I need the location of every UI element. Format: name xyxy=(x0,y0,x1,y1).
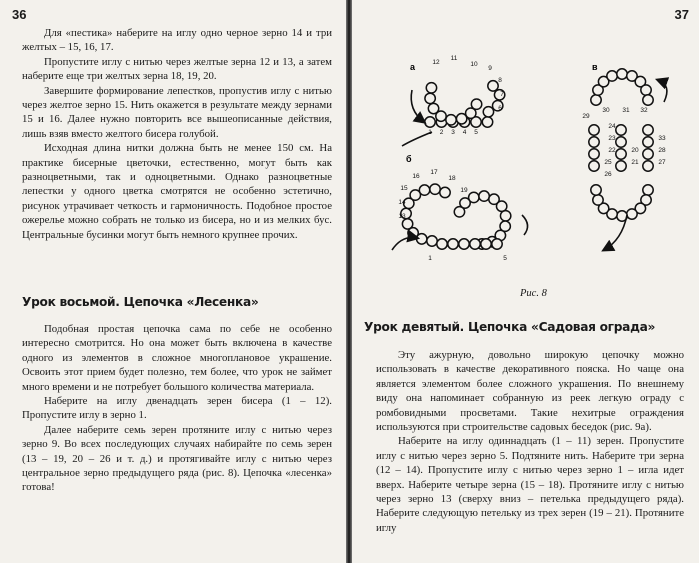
bead xyxy=(426,83,436,93)
bead xyxy=(589,125,599,135)
panel-label-b: б xyxy=(406,154,412,164)
bead xyxy=(492,239,502,249)
bead xyxy=(591,95,601,105)
beading-diagram xyxy=(372,40,692,300)
paragraph: Наберите на иглу двенадцать зерен бисера (1 – 12). Пропустите иглу в зерно 1. xyxy=(22,395,332,422)
paragraph: Для «пестика» наберите на иглу одно черное зерно 14 и три желтых – 15, 16, 17. xyxy=(22,27,332,54)
paragraph: Пропустите иглу с нитью через желтые зерна 12 и 13, а затем наберите еще три желтых зерна 18, 19, 20. xyxy=(22,55,332,83)
bead xyxy=(643,161,653,171)
bead xyxy=(440,187,450,197)
bead xyxy=(616,161,626,171)
bead xyxy=(425,117,435,127)
thread-arrow-v-top xyxy=(658,80,667,102)
bead-number-label: 30 xyxy=(602,107,610,114)
lesson-heading: Урок девятый. Цепочка «Садовая ограда» xyxy=(364,320,656,334)
bead xyxy=(616,125,626,135)
bead-number-label: 7 xyxy=(500,91,504,98)
bead-number-label: 6 xyxy=(498,105,502,112)
body-text-top xyxy=(22,26,332,242)
left-page xyxy=(0,0,346,563)
figure-caption: Рис. 8 xyxy=(520,288,547,299)
bead xyxy=(479,191,489,201)
bead-number-label: 22 xyxy=(608,147,616,154)
bead xyxy=(643,137,653,147)
bead xyxy=(589,137,599,147)
bead xyxy=(607,71,617,81)
bead xyxy=(500,211,510,221)
bead-number-label: 11 xyxy=(450,55,458,62)
bead-number-label: 26 xyxy=(604,171,612,178)
bead xyxy=(428,103,438,113)
bead-number-label: 24 xyxy=(608,123,616,130)
bead-number-label: 1 xyxy=(428,255,432,262)
label-layer xyxy=(398,55,666,262)
bead xyxy=(496,201,506,211)
bead xyxy=(469,192,479,202)
bead-number-label: 23 xyxy=(608,135,616,142)
bead-number-label: 2 xyxy=(439,129,444,136)
bead xyxy=(402,219,412,229)
bead xyxy=(643,149,653,159)
bead xyxy=(459,239,469,249)
paragraph: Далее наберите семь зерен протяните иглу с нитью через зерно 9. Во всех последующих случаях набирайте по семь зерен (13 – 19, 20 – 26 и т. д.) и протягивайте иглу с нитью через центральное зерно предыдущего ряда (рис. 8). Цепочка «лесенка» готова! xyxy=(22,423,332,494)
bead xyxy=(641,85,651,95)
bead xyxy=(593,195,603,205)
bead xyxy=(617,69,627,79)
thread-arrow-a xyxy=(411,90,424,122)
bead xyxy=(419,185,429,195)
body-text-bottom xyxy=(22,322,332,495)
bead xyxy=(643,185,653,195)
bead xyxy=(446,115,456,125)
bead-number-label: 9 xyxy=(488,65,492,72)
bead xyxy=(427,236,437,246)
bead xyxy=(589,149,599,159)
bead-number-label: 17 xyxy=(430,169,438,176)
bead-number-label: 3 xyxy=(451,129,455,136)
bead xyxy=(627,209,637,219)
bead-number-label: 31 xyxy=(622,107,630,114)
bead xyxy=(482,117,492,127)
bead-number-label: 20 xyxy=(631,147,639,154)
bead xyxy=(589,161,599,171)
page-number: 37 xyxy=(674,7,689,22)
bead-number-label: 21 xyxy=(631,159,639,166)
bead-number-label: 1 xyxy=(428,129,432,136)
bead-number-label: 29 xyxy=(582,113,590,120)
bead-number-label: 14 xyxy=(398,199,406,206)
bead-number-label: 15 xyxy=(400,185,408,192)
bead-number-label: 28 xyxy=(658,147,666,154)
bead-number-label: 19 xyxy=(460,187,468,194)
panel-label-a: а xyxy=(410,62,416,72)
lesson-heading: Урок восьмой. Цепочка «Лесенка» xyxy=(22,295,259,309)
bead-number-label: 4 xyxy=(462,129,467,136)
bead xyxy=(591,185,601,195)
bead-number-label: 5 xyxy=(474,129,478,136)
bead xyxy=(616,149,626,159)
bead-number-label: 13 xyxy=(398,213,406,220)
paragraph: Наберите на иглу одиннадцать (1 – 11) зерен. Пропустите иглу с нитью через зерно 5. Подтяните нить. Наберите три зерна (12 – 14). Пропустите иглу с нитью через зерно 1 – игла идет вверх. Наберите четыре зерна (15 – 18). Протяните иглу с нитью через зерно 13 (сверху вниз – петелька предыдущего ряда). Наберите следующую петельку из трех зерен (19 – 21). Протяните иглу xyxy=(376,435,684,534)
bead-number-label: 32 xyxy=(640,107,648,114)
bead-number-label: 27 xyxy=(658,159,666,166)
paragraph: Эту ажурную, довольно широкую цепочку можно использовать в качестве декоративного пояска. Но чаще она является элементом более сложного украшения. По внешнему виду она напоминает собранную из реек легкую ограду с ромбовидными просветами. Такие нехитрые ограждения используются при строительстве садовых беседок (рис. 9а). xyxy=(376,349,684,434)
bead xyxy=(470,239,480,249)
bead-number-label: 25 xyxy=(604,159,612,166)
bead-number-label: 5 xyxy=(503,255,507,262)
bead-number-label: 18 xyxy=(448,175,456,182)
bead xyxy=(488,81,498,91)
bead xyxy=(481,239,491,249)
bead-number-label: 16 xyxy=(412,173,420,180)
panel-label-v: в xyxy=(592,62,598,72)
bead-number-label: 12 xyxy=(432,59,440,66)
paragraph: Завершите формирование лепестков, пропустив иглу с нитью через желтое зерно 15. Нить окажется в результате между зернами 15 и 16. Далее нужно повторить все вышеописанные действия, лишь взяв вместо желтого бисера голубой. xyxy=(22,84,332,140)
bead xyxy=(430,184,440,194)
thread-arrow-b-tail xyxy=(522,215,528,235)
bead xyxy=(437,239,447,249)
bead xyxy=(448,239,458,249)
paragraph: Исходная длина нитки должна быть не менее 150 см. На практике бисерные цветочки, естественно, могут быть как разноцветными, так и одноцветными. Однако разноцветные лепестки у одного цветка смотрятся не особенно эстетично, рисунок утрачивает четкость и гармоничность. Подобное простое ожерелье можно собрать не только из бисера, но и из мелких бус. Центральные бусинки могут быть немного крупнее прочих. xyxy=(22,142,332,241)
bead xyxy=(616,137,626,147)
bead xyxy=(483,107,493,117)
bead xyxy=(456,114,466,124)
paragraph: Подобная простая цепочка сама по себе не особенно интересно смотрится. Но она может быть включена в качестве одного из элементов в сложное многоплановое украшение. Освоить этот прием будет полезно, тем более, что урок не займет много времени и не потребует большого количества материала. xyxy=(22,323,332,393)
right-page xyxy=(352,0,699,563)
bead-number-label: 10 xyxy=(470,61,478,68)
thread-arrow-b xyxy=(392,238,417,251)
bead xyxy=(425,93,435,103)
bead-number-label: 8 xyxy=(498,77,502,84)
bead xyxy=(643,95,653,105)
page-number: 36 xyxy=(12,7,27,22)
body-text xyxy=(376,348,684,535)
bead-number-label: 33 xyxy=(658,135,666,142)
bead xyxy=(643,125,653,135)
